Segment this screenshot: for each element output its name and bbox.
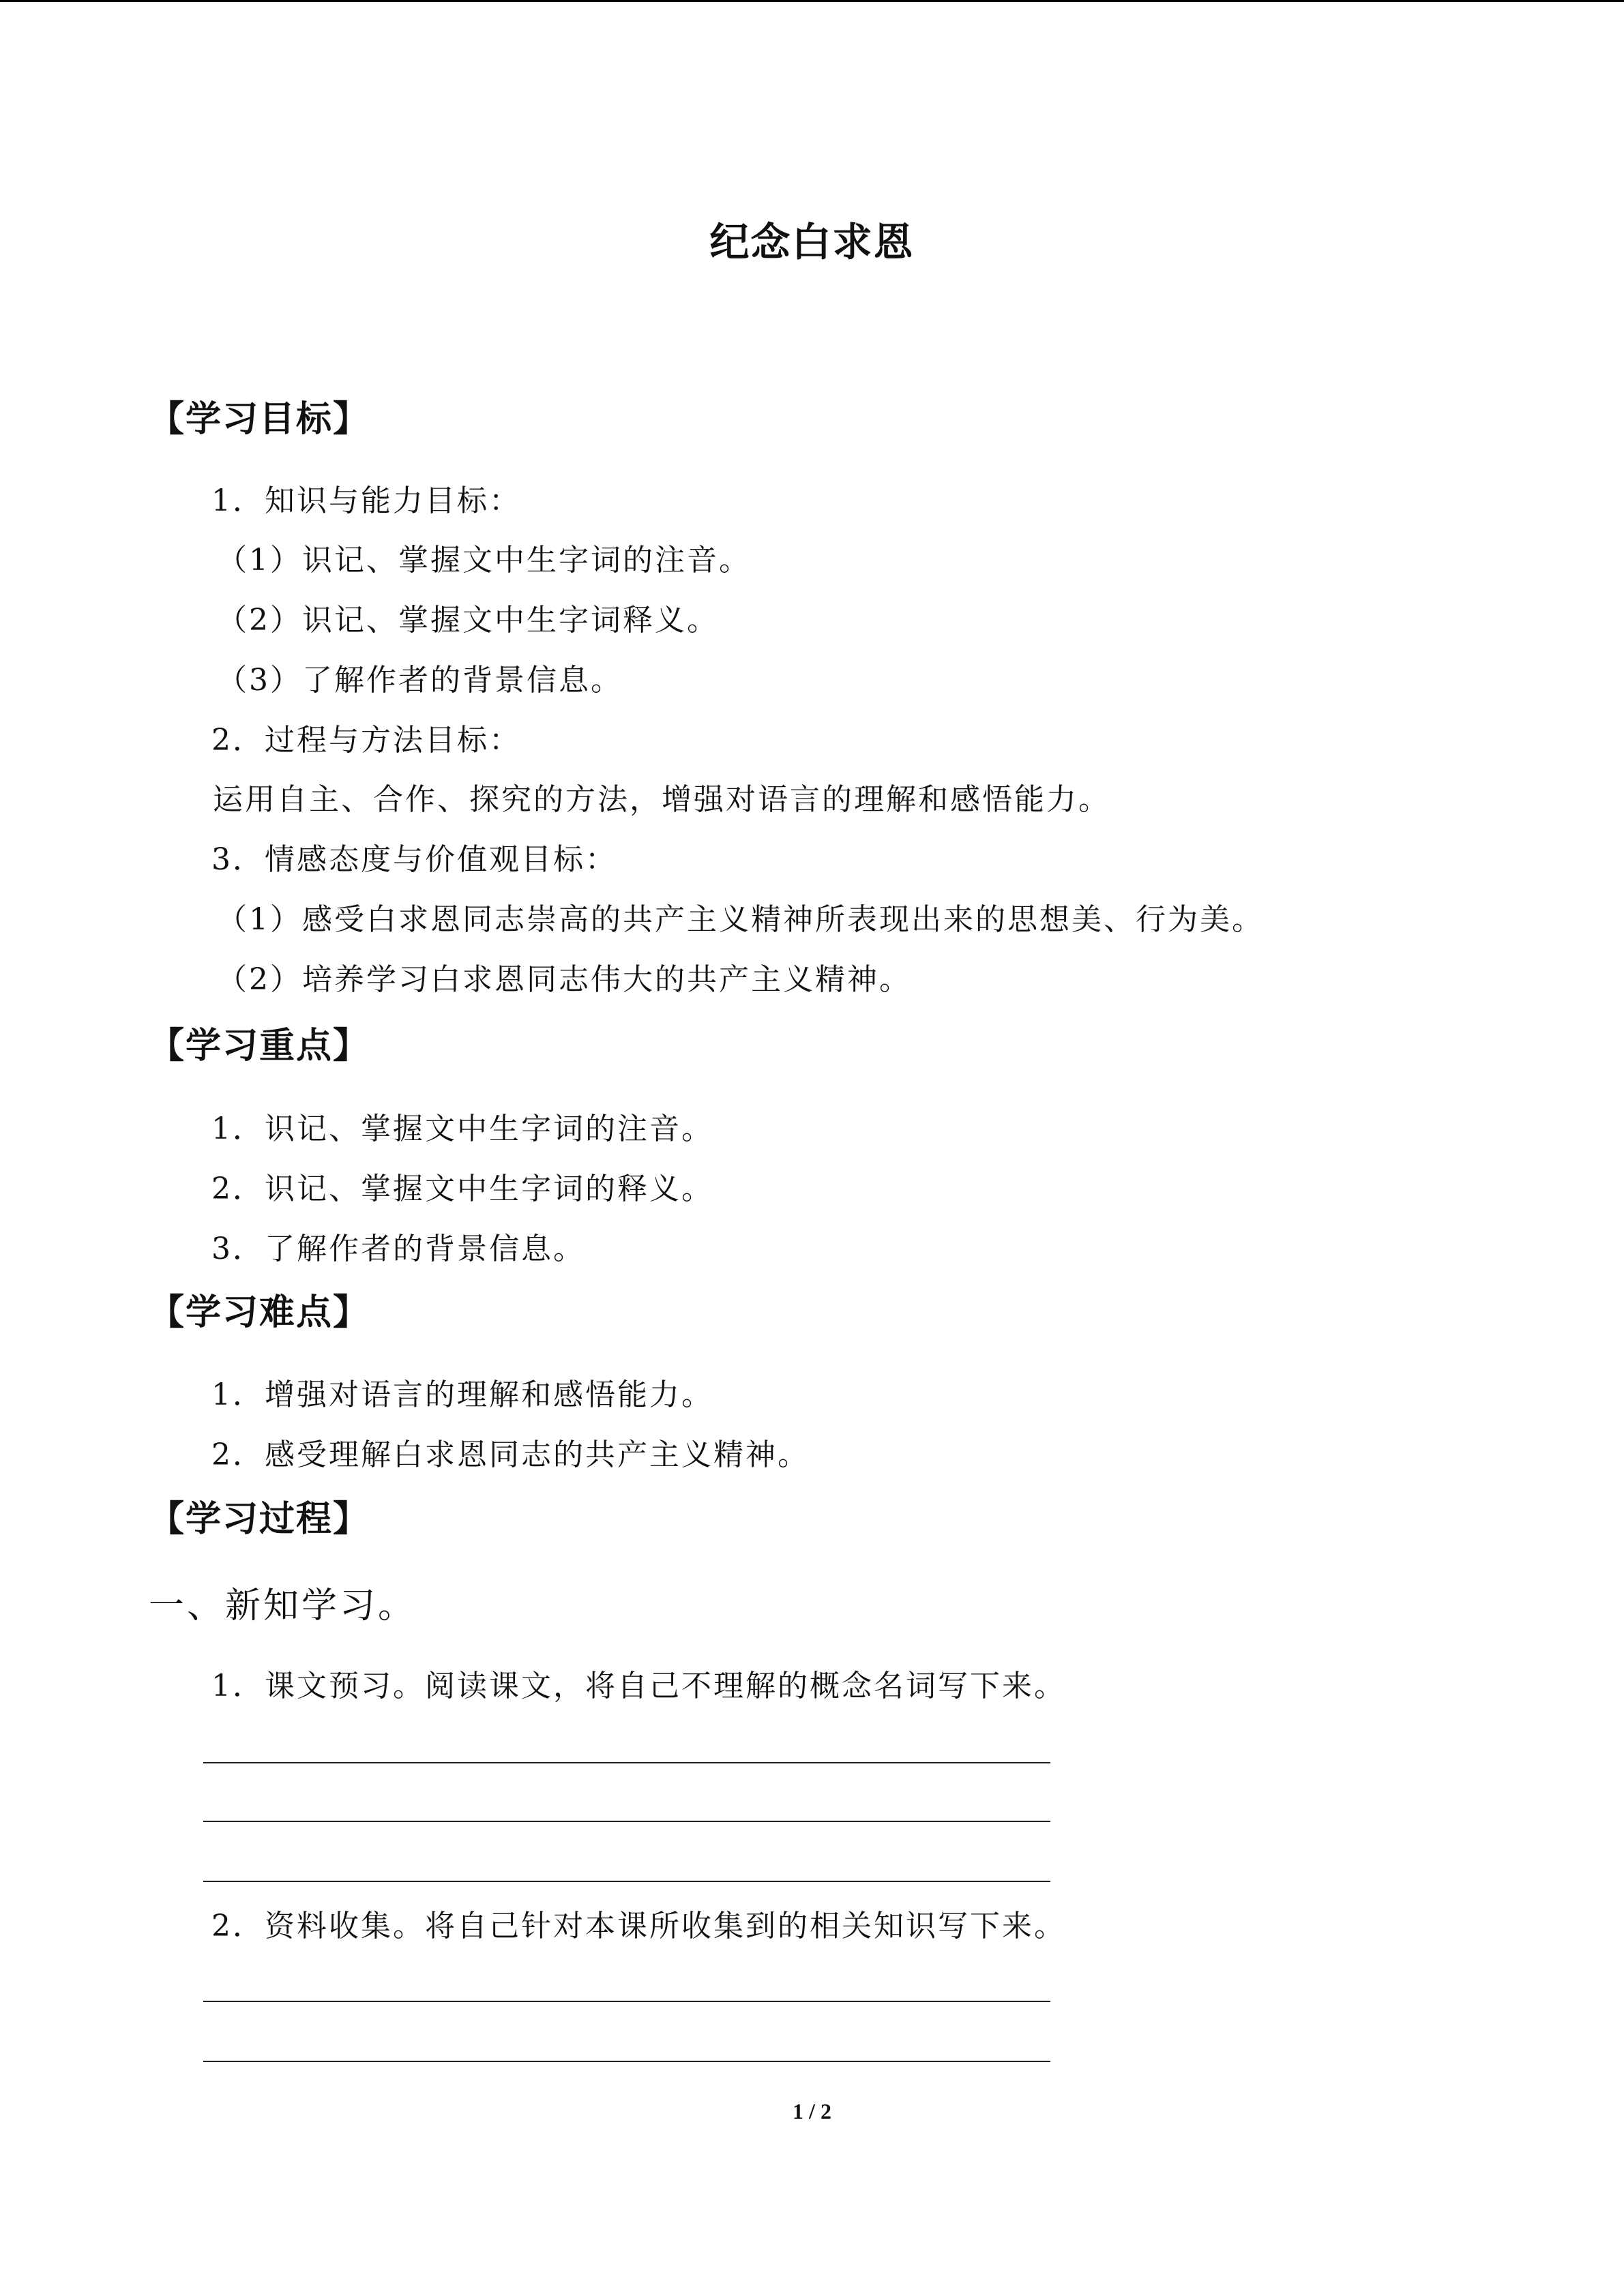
objective-line: （1）感受白求恩同志崇高的共产主义精神所表现出来的思想美、行为美。 [217,902,1264,937]
answer-line[interactable] [203,1762,1050,1763]
key-point-line: 2．识记、掌握文中生字词的释义。 [211,1172,713,1206]
objective-line: （2）识记、掌握文中生字词释义。 [217,603,719,638]
task-one-prompt: 1．课文预习。阅读课文，将自己不理解的概念名词写下来。 [211,1669,1066,1703]
objective-line: （1）识记、掌握文中生字词的注音。 [217,543,751,578]
objective-line: 1．知识与能力目标： [211,483,521,518]
objective-line: （2）培养学习白求恩同志伟大的共产主义精神。 [217,962,911,997]
key-point-line: 3．了解作者的背景信息。 [211,1232,585,1266]
page-number: 1 / 2 [793,2099,831,2123]
section-heading-key-points: 【学习重点】 [149,1026,370,1067]
task-two-prompt: 2．资料收集。将自己针对本课所收集到的相关知识写下来。 [211,1909,1066,1943]
difficulty-line: 2．感受理解白求恩同志的共产主义精神。 [211,1437,810,1472]
answer-line[interactable] [203,1821,1050,1822]
objective-line: 3．情感态度与价值观目标： [211,842,617,877]
key-point-line: 1．识记、掌握文中生字词的注音。 [211,1112,713,1146]
top-border-line [0,0,1624,2]
section-heading-process: 【学习过程】 [149,1499,370,1540]
difficulty-line: 1．增强对语言的理解和感悟能力。 [211,1377,713,1412]
answer-line[interactable] [203,1881,1050,1882]
section-heading-objectives: 【学习目标】 [149,399,370,440]
objective-line: （3）了解作者的背景信息。 [217,663,623,698]
part-one-heading: 一、新知学习。 [149,1585,417,1626]
objective-line: 2．过程与方法目标： [211,723,521,758]
objective-line: 运用自主、合作、探究的方法，增强对语言的理解和感悟能力。 [213,782,1110,817]
answer-line[interactable] [203,2061,1050,2062]
answer-line[interactable] [203,2001,1050,2002]
section-heading-difficulties: 【学习难点】 [149,1292,370,1333]
document-title: 纪念白求恩 [709,219,915,265]
